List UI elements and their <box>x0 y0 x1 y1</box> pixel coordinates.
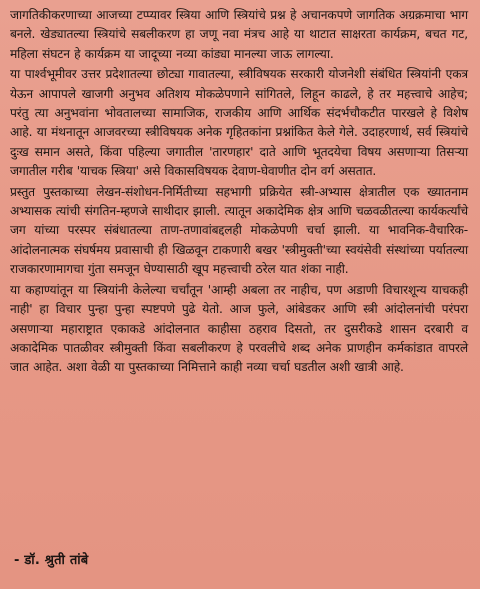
paragraph-globalization: जागतिकीकरणाच्या आजच्या टप्प्यावर स्त्रिया आणि स्त्रियांचे प्रश्न हे अचानकपणे जागतिक अग्रक्रमाचा भाग बनले. खेड्यातल्या स्त्रियांचे सबलीकरण हा जणू नवा मंत्रच आहे या थाटात साक्षरता कार्यक्रम, बचत गट, महिला संघटन हे कार्यक्रम या जादूच्या नव्या कांड्या मानल्या जाऊ लागल्या. <box>10 8 468 61</box>
paragraph-book-process: प्रस्तुत पुस्तकाच्या लेखन-संशोधन-निर्मितीच्या सहभागी प्रक्रियेत स्त्री-अभ्यास क्षेत्रातील एक ख्यातनाम अभ्यासक त्यांची संगतिन-म्हणजे साथीदार झाली. त्यातून अकादेमिक क्षेत्र आणि चळवळीतल्या कार्यकर्त्यांचे जग यांच्या परस्पर संबंधातल्या ताण-तणावांबद्दलही मोकळेपणी चर्चा झाली. या भावनिक-वैचारिक-आंदोलनात्मक संघर्षमय प्रवासाची ही खिळवून टाकणारी बखर 'स्त्रीमुक्ती'च्या स्वयंसेवी संस्थांच्या पर्यातल्या राजकारणामागचा गुंता समजून घेण्यासाठी खूप महत्त्वाची ठरेल यात शंका नाही. <box>10 184 468 277</box>
author-signature: - डॉ. श्रुती तांबे <box>14 553 89 568</box>
paragraph-conclusion: या कहाण्यांतून या स्त्रियांनी केलेल्या चर्चांतून 'आम्ही अबला तर नाहीच, पण अडाणी विचारशून्य याचकही नाही' हा विचार पुन्हा पुन्हा स्पष्टपणे पुढे येतो. आज फुले, आंबेडकर आणि स्त्री आंदोलनांची परंपरा असणाऱ्या महाराष्ट्रात एकाकडे आंदोलनात काहीसा ठहराव दिसतो, तर दुसरीकडे शासन दरबारी व अकादेमिक पातळीवर स्त्रीमुक्ती किंवा सबलीकरण हे परवलीचे शब्द अनेक प्राणहीन कर्मकांडात वापरले जात आहेत. अशा वेळी या पुस्तकाच्या निमित्ताने काही नव्या चर्चा घडतील अशी खात्री आहे. <box>10 282 468 375</box>
paragraph-background: या पार्श्वभूमीवर उत्तर प्रदेशातल्या छोट्या गावातल्या, स्त्रीविषयक सरकारी योजनेशी संबंधित स्त्रियांनी एकत्र येऊन आपापले खाजगी अनुभव अतिशय मोकळेपणाने सांगितले, लिहून काढले, हे तर महत्त्वाचे आहेच; परंतु त्या अनुभवांना भोवतालच्या सामाजिक, राजकीय आणि आर्थिक संदर्भचौकटीत पारखले हे विशेष आहे. या मंथनातून आजवरच्या स्त्रीविषयक अनेक गृहितकांना प्रश्नांकित केले गेले. उदाहरणार्थ, सर्व स्त्रियांचे दुःख समान असते, किंवा पहिल्या जगातील 'तारणहार' दाते आणि भूतदयेचा विषय असणाऱ्या तिसऱ्या जगातील गरीब 'याचक स्त्रिया' असे विकासविषयक देवाण-घेवाणीत दोन वर्ग असतात. <box>10 67 468 179</box>
